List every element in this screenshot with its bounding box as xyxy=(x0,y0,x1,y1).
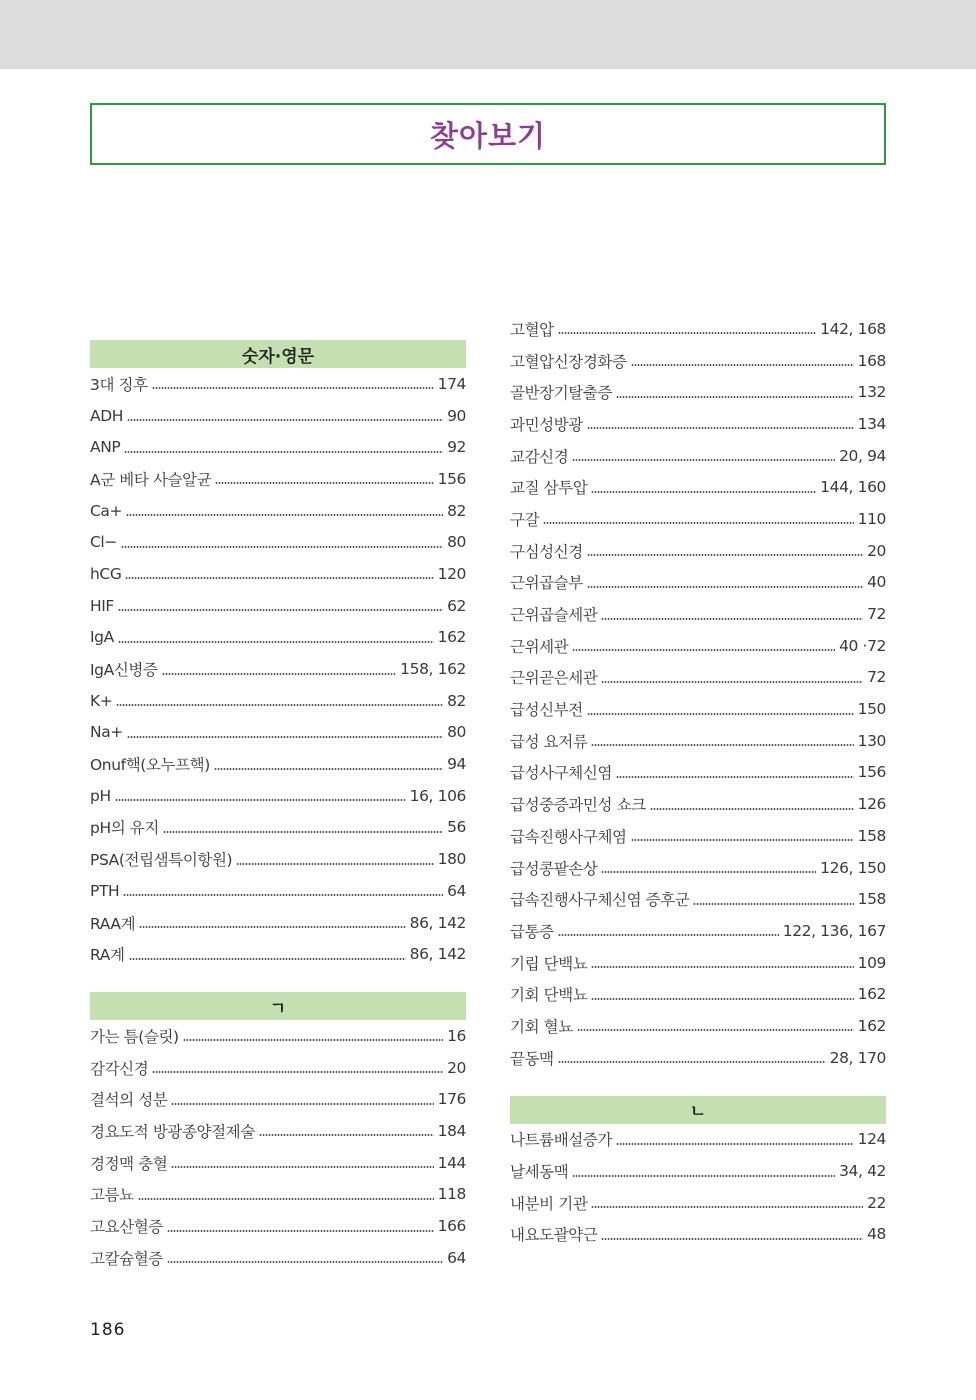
index-entry xyxy=(90,938,466,970)
index-pages: 132 xyxy=(857,383,886,402)
dot-leader xyxy=(591,744,853,746)
dot-leader xyxy=(591,491,816,493)
index-entry xyxy=(510,471,886,503)
index-term: 고혈압 xyxy=(510,320,554,339)
index-pages: 158 xyxy=(857,890,886,909)
index-term: 골반장기탈출증 xyxy=(510,384,613,403)
index-pages: 80 xyxy=(447,723,466,742)
dot-leader xyxy=(558,1061,826,1063)
index-entry xyxy=(510,1124,886,1156)
dot-leader xyxy=(631,839,854,841)
dot-leader xyxy=(236,863,433,865)
index-term: 경정맥 충혈 xyxy=(90,1154,168,1173)
index-pages: 142, 168 xyxy=(820,319,886,338)
index-term: 기립 단백뇨 xyxy=(510,954,588,973)
index-pages: 109 xyxy=(857,953,886,972)
index-entry xyxy=(510,567,886,599)
index-pages: 162 xyxy=(857,1016,886,1035)
dot-leader xyxy=(631,364,854,366)
dot-leader xyxy=(115,799,406,801)
index-entry xyxy=(90,431,466,463)
dot-leader xyxy=(162,673,397,675)
top-gray-band xyxy=(0,0,976,69)
index-entry xyxy=(90,843,466,875)
index-term: 고요산혈증 xyxy=(90,1218,163,1237)
index-term: 고름뇨 xyxy=(90,1186,134,1205)
dot-leader xyxy=(259,1134,434,1136)
dot-leader xyxy=(167,1230,434,1232)
dot-leader xyxy=(163,831,443,833)
index-entry xyxy=(510,313,886,345)
index-entry xyxy=(90,907,466,939)
index-entry xyxy=(90,1052,466,1084)
index-entry xyxy=(90,1115,466,1147)
dot-leader xyxy=(601,681,863,683)
section-gap xyxy=(90,970,466,990)
index-term: pH xyxy=(90,786,111,805)
dot-leader xyxy=(129,958,406,960)
index-pages: 184 xyxy=(437,1121,466,1140)
index-entry xyxy=(510,1187,886,1219)
index-term: 급성중증과민성 쇼크 xyxy=(510,796,646,815)
index-term: 고칼슘혈증 xyxy=(90,1249,163,1268)
index-pages: 64 xyxy=(447,1248,466,1267)
index-pages: 126 xyxy=(857,795,886,814)
index-entry xyxy=(90,590,466,622)
index-entry xyxy=(90,1020,466,1052)
index-entry xyxy=(510,662,886,694)
index-pages: 150 xyxy=(857,700,886,719)
index-term: 급성신부전 xyxy=(510,701,583,720)
index-pages: 20 xyxy=(447,1058,466,1077)
dot-leader xyxy=(152,387,434,389)
index-entry xyxy=(90,717,466,749)
dot-leader xyxy=(572,649,835,651)
dot-leader xyxy=(171,1103,433,1105)
index-entry xyxy=(90,368,466,400)
index-pages: 162 xyxy=(857,985,886,1004)
index-term: Na+ xyxy=(90,723,123,742)
index-term: PSA(전립샘특이항원) xyxy=(90,851,233,870)
index-pages: 22 xyxy=(867,1193,886,1212)
index-entry xyxy=(90,463,466,495)
dot-leader xyxy=(558,332,816,334)
index-entry xyxy=(510,630,886,662)
dot-leader xyxy=(123,894,443,896)
section-heading: ㄱ xyxy=(90,992,466,1020)
section-gap xyxy=(510,1074,886,1094)
index-term: Onuf핵(오누프핵) xyxy=(90,756,210,775)
dot-leader xyxy=(138,1198,434,1200)
dot-leader xyxy=(125,577,433,579)
index-pages: 158 xyxy=(857,826,886,845)
dot-leader xyxy=(591,966,853,968)
index-term: 교질 삼투압 xyxy=(510,479,588,498)
index-pages: 40 xyxy=(867,573,886,592)
index-pages: 28, 170 xyxy=(829,1048,886,1067)
index-term: 급통증 xyxy=(510,922,554,941)
index-pages: 126, 150 xyxy=(820,858,886,877)
index-entry xyxy=(90,653,466,685)
index-entry xyxy=(90,1242,466,1274)
dot-leader xyxy=(591,1206,863,1208)
left-index-column xyxy=(90,338,466,1274)
index-entry xyxy=(510,503,886,535)
dot-leader xyxy=(118,641,434,643)
index-term: 근위세관 xyxy=(510,637,569,656)
index-pages: 16, 106 xyxy=(409,786,466,805)
index-entry xyxy=(510,725,886,757)
index-entry xyxy=(90,400,466,432)
index-pages: 156 xyxy=(437,469,466,488)
index-pages: 122, 136, 167 xyxy=(782,921,886,940)
index-term: 구심성신경 xyxy=(510,542,583,561)
index-pages: 158, 162 xyxy=(400,660,466,679)
dot-leader xyxy=(601,618,863,620)
index-term: 날세동맥 xyxy=(510,1163,569,1182)
dot-leader xyxy=(591,998,853,1000)
index-entry xyxy=(510,1219,886,1251)
index-term: 기회 단백뇨 xyxy=(510,986,588,1005)
index-pages: 130 xyxy=(857,731,886,750)
index-term: ANP xyxy=(90,438,121,457)
index-entry xyxy=(510,598,886,630)
index-entry xyxy=(510,376,886,408)
index-term: K+ xyxy=(90,691,113,710)
index-term: 과민성방광 xyxy=(510,415,583,434)
dot-leader xyxy=(171,1166,433,1168)
dot-leader xyxy=(587,713,854,715)
dot-leader xyxy=(214,768,443,770)
index-term: HIF xyxy=(90,596,114,615)
index-pages: 64 xyxy=(447,881,466,900)
index-pages: 94 xyxy=(447,755,466,774)
section-heading: ㄴ xyxy=(510,1096,886,1124)
dot-leader xyxy=(601,1238,863,1240)
dot-leader xyxy=(127,736,443,738)
index-pages: 80 xyxy=(447,533,466,552)
index-entry xyxy=(90,558,466,590)
index-pages: 82 xyxy=(447,501,466,520)
index-term: 교감신경 xyxy=(510,447,569,466)
index-pages: 34, 42 xyxy=(839,1162,886,1181)
index-pages: 124 xyxy=(857,1130,886,1149)
index-term: IgA신병증 xyxy=(90,661,158,680)
index-entry xyxy=(90,875,466,907)
index-term: 끝동맥 xyxy=(510,1049,554,1068)
index-entry xyxy=(510,852,886,884)
index-term: 급속진행사구체신염 증후군 xyxy=(510,891,690,910)
index-entry xyxy=(510,440,886,472)
index-entry xyxy=(90,1083,466,1115)
index-term: Ca+ xyxy=(90,501,123,520)
index-term: 근위곱슬세관 xyxy=(510,606,598,625)
page-title: 찾아보기 xyxy=(429,118,547,153)
index-pages: 174 xyxy=(437,374,466,393)
index-term: A군 베타 사슬알균 xyxy=(90,470,212,489)
index-entry xyxy=(510,1155,886,1187)
index-pages: 134 xyxy=(857,414,886,433)
index-term: 결석의 성분 xyxy=(90,1091,168,1110)
index-term: 근위곱슬부 xyxy=(510,574,583,593)
title-box xyxy=(90,103,886,165)
dot-leader xyxy=(616,396,854,398)
index-entry xyxy=(90,1179,466,1211)
index-pages: 162 xyxy=(437,628,466,647)
section-heading: 숫자·영문 xyxy=(90,340,466,368)
index-pages: 168 xyxy=(857,351,886,370)
index-term: 감각신경 xyxy=(90,1059,149,1078)
index-term: 나트륨배설증가 xyxy=(510,1131,613,1150)
index-pages: 166 xyxy=(437,1217,466,1236)
index-pages: 20, 94 xyxy=(839,446,886,465)
index-entry xyxy=(90,1147,466,1179)
index-entry xyxy=(510,947,886,979)
dot-leader xyxy=(121,546,443,548)
index-term: 구갈 xyxy=(510,510,540,529)
dot-leader xyxy=(558,934,779,936)
dot-leader xyxy=(577,1029,854,1031)
dot-leader xyxy=(116,704,443,706)
index-entry xyxy=(510,978,886,1010)
index-term: 경요도적 방광종양절제술 xyxy=(90,1122,255,1141)
index-pages: 86, 142 xyxy=(409,913,466,932)
index-term: RAA계 xyxy=(90,914,136,933)
index-pages: 40 ·72 xyxy=(839,636,886,655)
index-term: 기회 혈뇨 xyxy=(510,1017,573,1036)
index-term: 고혈압신장경화증 xyxy=(510,352,627,371)
dot-leader xyxy=(693,903,853,905)
index-pages: 180 xyxy=(437,850,466,869)
index-term: 급속진행사구체염 xyxy=(510,827,627,846)
index-pages: 110 xyxy=(857,509,886,528)
index-pages: 62 xyxy=(447,596,466,615)
dot-leader xyxy=(587,554,863,556)
index-pages: 82 xyxy=(447,691,466,710)
index-term: 급성사구체신염 xyxy=(510,764,613,783)
index-term: PTH xyxy=(90,881,120,900)
index-entry xyxy=(510,820,886,852)
index-term: pH의 유지 xyxy=(90,819,159,838)
index-entry xyxy=(510,408,886,440)
index-term: 내요도괄약근 xyxy=(510,1226,598,1245)
dot-leader xyxy=(616,1143,854,1145)
index-term: 근위곧은세관 xyxy=(510,669,598,688)
index-pages: 92 xyxy=(447,438,466,457)
dot-leader xyxy=(572,459,835,461)
index-pages: 86, 142 xyxy=(409,945,466,964)
dot-leader xyxy=(572,1175,835,1177)
dot-leader xyxy=(650,808,854,810)
index-pages: 72 xyxy=(867,605,886,624)
index-term: ADH xyxy=(90,406,123,425)
dot-leader xyxy=(152,1071,443,1073)
page-number: 186 xyxy=(90,1320,126,1340)
index-pages: 118 xyxy=(437,1185,466,1204)
index-entry xyxy=(90,685,466,717)
dot-leader xyxy=(118,609,443,611)
index-entry xyxy=(90,526,466,558)
index-entry xyxy=(510,345,886,377)
index-pages: 144 xyxy=(437,1153,466,1172)
dot-leader xyxy=(167,1261,443,1263)
index-entry xyxy=(90,812,466,844)
dot-leader xyxy=(124,451,443,453)
index-term: 가는 틈(슬릿) xyxy=(90,1027,179,1046)
index-entry xyxy=(90,495,466,527)
index-entry xyxy=(510,883,886,915)
index-pages: 90 xyxy=(447,406,466,425)
index-term: 3대 징후 xyxy=(90,375,148,394)
index-entry xyxy=(510,915,886,947)
index-entry xyxy=(90,748,466,780)
index-entry xyxy=(510,788,886,820)
dot-leader xyxy=(616,776,854,778)
dot-leader xyxy=(543,522,853,524)
index-entry xyxy=(90,780,466,812)
index-pages: 156 xyxy=(857,763,886,782)
index-term: 급성 요저류 xyxy=(510,732,588,751)
index-term: hCG xyxy=(90,564,122,583)
dot-leader xyxy=(587,586,863,588)
dot-leader xyxy=(127,419,443,421)
index-entry xyxy=(510,1010,886,1042)
dot-leader xyxy=(215,482,433,484)
dot-leader xyxy=(601,871,816,873)
index-pages: 72 xyxy=(867,668,886,687)
dot-leader xyxy=(183,1039,443,1041)
index-term: 급성콩팥손상 xyxy=(510,859,598,878)
index-pages: 56 xyxy=(447,818,466,837)
dot-leader xyxy=(126,514,443,516)
index-pages: 120 xyxy=(437,564,466,583)
index-pages: 176 xyxy=(437,1090,466,1109)
index-entry xyxy=(510,757,886,789)
index-entry xyxy=(90,1210,466,1242)
dot-leader xyxy=(139,926,405,928)
index-term: 내분비 기관 xyxy=(510,1194,588,1213)
index-pages: 48 xyxy=(867,1225,886,1244)
right-index-column xyxy=(510,313,886,1250)
index-term: RA계 xyxy=(90,946,125,965)
index-entry xyxy=(510,535,886,567)
index-pages: 20 xyxy=(867,541,886,560)
index-term: Cl− xyxy=(90,533,117,552)
index-term: IgA xyxy=(90,628,114,647)
index-entry xyxy=(510,693,886,725)
index-entry xyxy=(510,1042,886,1074)
index-entry xyxy=(90,622,466,654)
dot-leader xyxy=(587,427,854,429)
index-pages: 144, 160 xyxy=(820,478,886,497)
index-pages: 16 xyxy=(447,1026,466,1045)
